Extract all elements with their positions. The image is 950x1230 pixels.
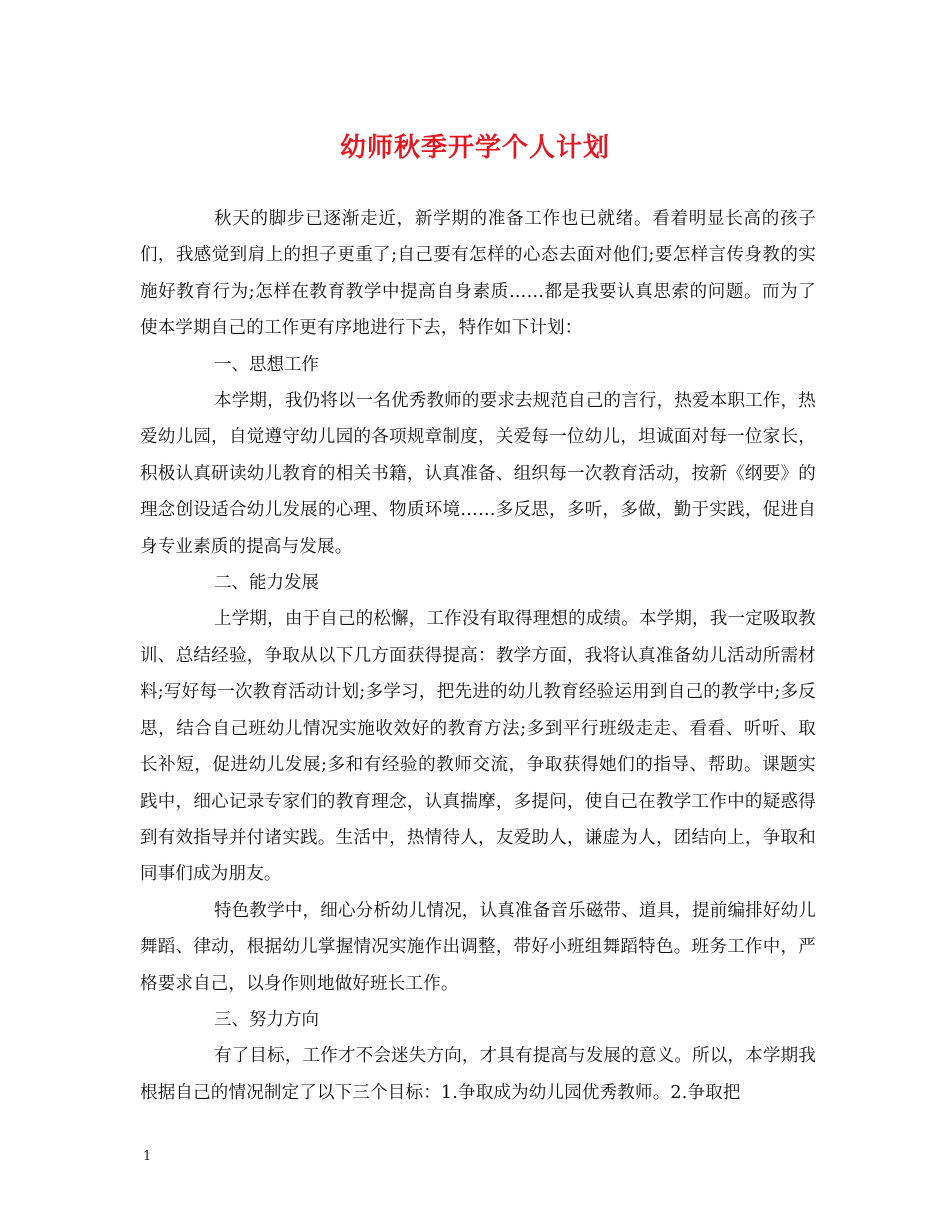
intro-paragraph: 秋天的脚步已逐渐走近，新学期的准备工作也已就绪。看着明显长高的孩子们，我感觉到肩上的担子更重了;自己要有怎样的心态去面对他们;要怎样言传身教的实施好教育行为;怎样在教育教学中提高自身素质……都是我要认真思索的问题。而为了使本学期自己的工作更有序地进行下去，特作如下计划：: [140, 209, 816, 339]
feature-teaching-paragraph: 特色教学中，细心分析幼儿情况，认真准备音乐磁带、道具，提前编排好幼儿舞蹈、律动，根据幼儿掌握情况实施作出调整，带好小班组舞蹈特色。班务工作中，严格要求自己，以身作则地做好班长工作。: [140, 900, 816, 994]
document-body: [140, 201, 816, 1111]
thought-paragraph: 本学期，我仍将以一名优秀教师的要求去规范自己的言行，热爱本职工作，热爱幼儿园，自觉遵守幼儿园的各项规章制度，关爱每一位幼儿，坦诚面对每一位家长，积极认真研读幼儿教育的相关书籍，认真准备、组织每一次教育活动，按新《纲要》的理念创设适合幼儿发展的心理、物质环境……多反思，多听，多做，勤于实践，促进自身专业素质的提高与发展。: [140, 391, 816, 557]
section-heading-ability: 二、能力发展: [214, 573, 319, 594]
page-number: 1: [143, 1149, 152, 1164]
document-title: 幼师秋季开学个人计划: [339, 133, 610, 163]
section-heading-thought: 一、思想工作: [214, 354, 319, 375]
section-heading-direction: 三、努力方向: [214, 1009, 319, 1030]
ability-paragraph: 上学期，由于自己的松懈，工作没有取得理想的成绩。本学期，我一定吸取教训、总结经验，争取从以下几方面获得提高：教学方面，我将认真准备幼儿活动所需材料;写好每一次教育活动计划;多学习，把先进的幼儿教育经验运用到自己的教学中;多反思，结合自己班幼儿情况实施收效好的教育方法;多到平行班级走走、看看、听听、取长补短，促进幼儿发展;多和有经验的教师交流，争取获得她们的指导、帮助。课题实践中，细心记录专家们的教育理念，认真揣摩，多提问，使自己在教学工作中的疑惑得到有效指导并付诸实践。生活中，热情待人，友爱助人，谦虚为人，团结向上，争取和同事们成为朋友。: [140, 609, 816, 885]
direction-paragraph: 有了目标，工作才不会迷失方向，才具有提高与发展的意义。所以，本学期我根据自己的情况制定了以下三个目标：1.争取成为幼儿园优秀教师。2.争取把: [140, 1046, 816, 1103]
